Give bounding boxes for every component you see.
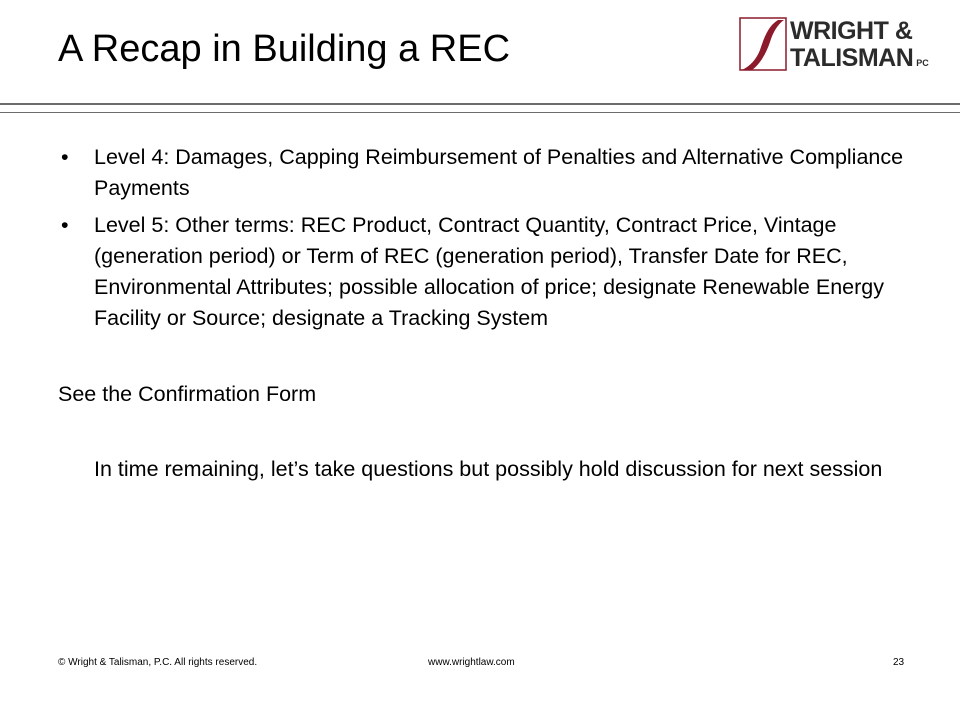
bullet-item: [58, 210, 908, 334]
logo-wordmark: [790, 18, 929, 77]
bullet-dot: •: [61, 213, 69, 237]
bullet-item: [58, 142, 908, 204]
slide-body: [58, 142, 908, 485]
footer-url: www.wrightlaw.com: [428, 657, 515, 668]
see-confirmation-line: See the Confirmation Form: [58, 382, 317, 406]
bullet-text: Level 5: Other terms: REC Product, Contract Quantity, Contract Price, Vintage (generation period) or Term of REC (generation period), Transfer Date for REC, Environmental Attributes; possible allocation of price; designate Renewable Energy Facility or Source; designate a Tracking System: [94, 213, 884, 330]
header-divider-thin: [0, 112, 960, 113]
logo-line-1: WRIGHT &: [790, 17, 913, 45]
logo-suffix: PC: [916, 58, 929, 68]
bullet-dot: •: [61, 145, 69, 169]
logo-line-2-text: TALISMAN: [790, 44, 914, 72]
footer-copyright: © Wright & Talisman, P.C. All rights reserved.: [58, 657, 258, 668]
logo-line-2: [790, 45, 929, 77]
page-number: 23: [893, 657, 905, 668]
closing-line: In time remaining, let’s take questions but possibly hold discussion for next session: [94, 457, 883, 481]
bullet-text: Level 4: Damages, Capping Reimbursement of Penalties and Alternative Compliance Payments: [94, 145, 904, 200]
wright-talisman-logo: [738, 16, 938, 76]
header-divider-thick: [0, 103, 960, 105]
slide-title: A Recap in Building a REC: [58, 28, 511, 70]
logo-mark-icon: [738, 16, 790, 74]
